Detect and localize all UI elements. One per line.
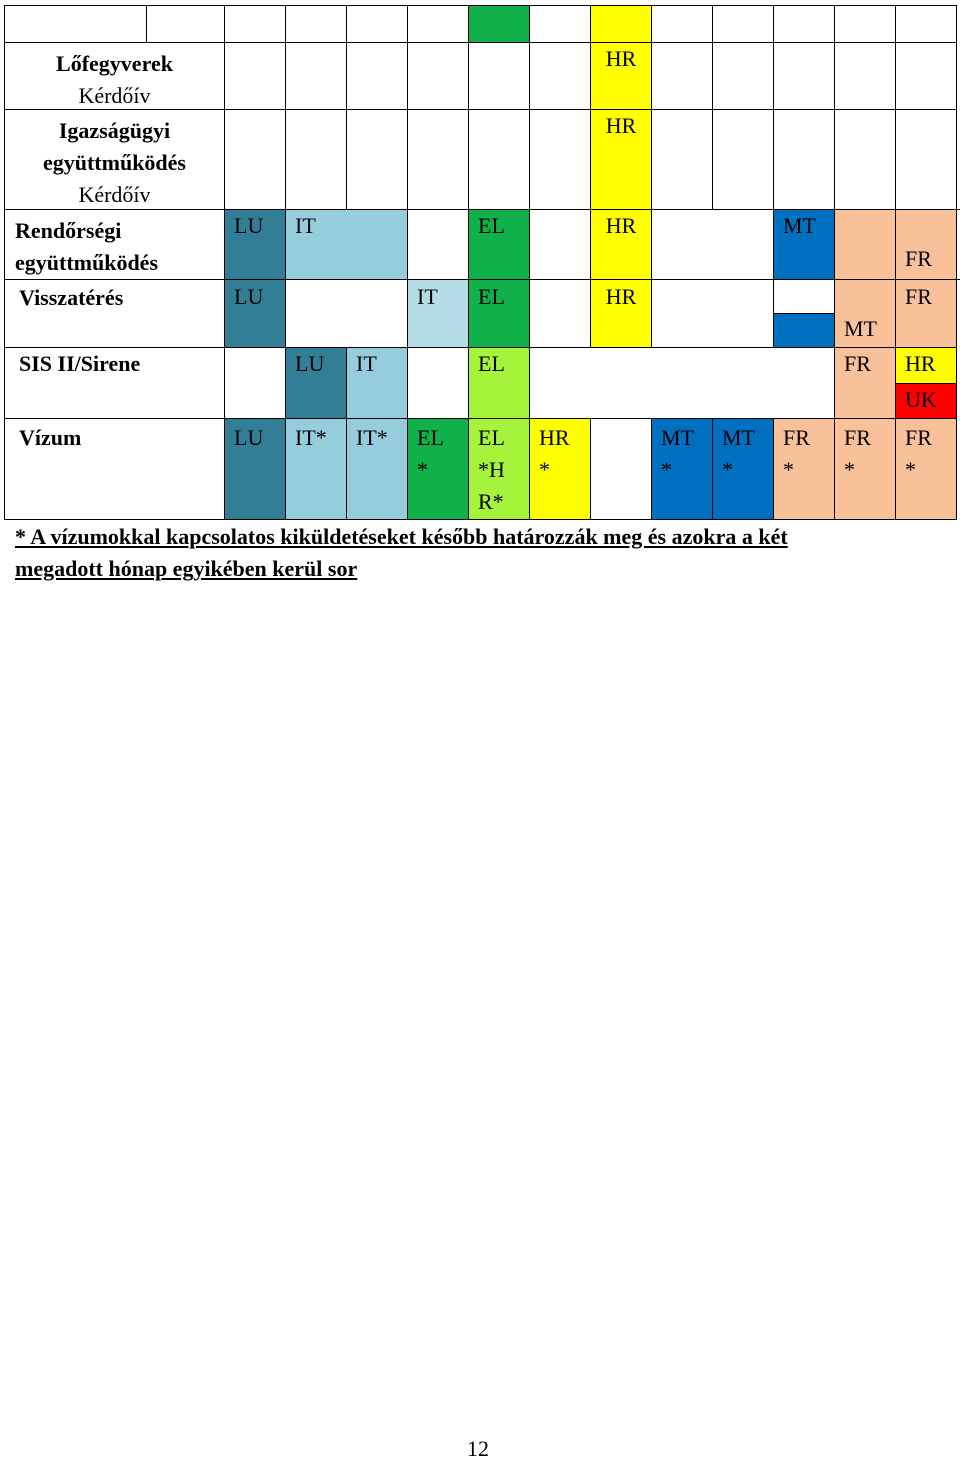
r3-empty-cell-b xyxy=(529,209,591,280)
r6-cell-4-text-2: * xyxy=(417,457,428,482)
row-label-vizum xyxy=(4,418,225,520)
r2-cell-10 xyxy=(773,109,835,210)
r4-it-cell xyxy=(407,279,469,348)
footnote xyxy=(15,521,915,585)
r6-cell-3-text: IT* xyxy=(356,425,388,450)
header-cell-a xyxy=(4,5,147,43)
page-number: 12 xyxy=(467,1436,489,1461)
r1-cell-8 xyxy=(651,42,713,110)
r3-fr-cell-text: FR xyxy=(905,246,932,271)
r5-lu-cell-text: LU xyxy=(295,351,325,376)
r2-cell-3 xyxy=(346,109,408,210)
r2-hr-cell xyxy=(590,109,652,210)
r6-cell-1 xyxy=(224,418,286,520)
r4-it-cell-text: IT xyxy=(417,284,438,309)
r6-cell-6 xyxy=(529,418,591,520)
r5-empty-cell-c xyxy=(529,347,835,419)
header-cell-6 xyxy=(529,5,591,43)
r5-uk-cell xyxy=(895,383,957,419)
r1-cell-1 xyxy=(224,42,286,110)
r6-cell-1-text: LU xyxy=(234,425,264,450)
r3-mt-cell xyxy=(773,209,835,280)
r5-fr-cell xyxy=(834,347,896,419)
r6-cell-5 xyxy=(468,418,530,520)
r1-cell-2 xyxy=(285,42,347,110)
r3-el-cell xyxy=(468,209,530,280)
row-label-lofegyverek-text-2: Kérdőív xyxy=(78,83,151,108)
r6-cell-3 xyxy=(346,418,408,520)
r2-cell-6 xyxy=(529,109,591,210)
r4-mt-cell xyxy=(834,279,896,348)
header-cell-2 xyxy=(285,5,347,43)
r2-cell-2 xyxy=(285,109,347,210)
r6-cell-5-text-3: R* xyxy=(478,489,504,514)
row-label-rendorsegi-text-2: együttműködés xyxy=(15,250,159,275)
r4-hr-cell xyxy=(590,279,652,348)
r3-fr-cell xyxy=(895,209,957,280)
r6-cell-fr2-text-2: * xyxy=(905,457,916,482)
row-label-igazsagugyi-text-3: Kérdőív xyxy=(78,182,151,207)
r2-cell-12 xyxy=(895,109,957,210)
r6-cell-7 xyxy=(590,418,652,520)
r4-empty-cell-b xyxy=(529,279,591,348)
row-label-visszateres xyxy=(4,279,225,348)
r5-empty-cell-b xyxy=(407,347,469,419)
row-label-rendorsegi-text-1: Rendőrségi xyxy=(15,218,122,243)
r6-cell-11-text-1: FR xyxy=(844,425,871,450)
r1-cell-10 xyxy=(773,42,835,110)
r1-cell-9 xyxy=(712,42,774,110)
row-label-lofegyverek-text-1: Lőfegyverek xyxy=(56,51,173,76)
r1-cell-11 xyxy=(834,42,896,110)
header-cell-11 xyxy=(834,5,896,43)
header-cell-12 xyxy=(895,5,957,43)
r6-cell-2-text: IT* xyxy=(295,425,327,450)
r2-cell-11 xyxy=(834,109,896,210)
row-label-igazsagugyi-text-1: Igazságügyi xyxy=(58,118,171,143)
r6-cell-10-text-1: FR xyxy=(783,425,810,450)
row-label-vizum-text: Vízum xyxy=(19,425,82,450)
r5-it-cell xyxy=(346,347,408,419)
r4-el-cell xyxy=(468,279,530,348)
r6-cell-8-text-2: * xyxy=(661,457,672,482)
header-cell-5 xyxy=(468,5,530,43)
r3-it-cell xyxy=(285,209,408,280)
row-label-sis-sirene xyxy=(4,347,225,419)
r1-cell-12 xyxy=(895,42,957,110)
footnote-line-2: megadott hónap egyikében kerül sor xyxy=(15,556,358,581)
row-label-visszateres-text: Visszatérés xyxy=(19,285,124,310)
header-cell-b xyxy=(146,5,225,43)
r4-empty-cell-a xyxy=(285,279,408,348)
r3-it-cell-text: IT xyxy=(295,213,316,238)
r2-hr-cell-text: HR xyxy=(605,113,637,138)
header-cell-3 xyxy=(346,5,408,43)
r4-fr-cell xyxy=(895,279,957,348)
header-cell-7 xyxy=(590,5,652,43)
r5-el-cell-text: EL xyxy=(478,351,505,376)
r1-hr-cell-text: HR xyxy=(605,46,637,71)
r6-cell-2 xyxy=(285,418,347,520)
r2-cell-1 xyxy=(224,109,286,210)
r5-fr-cell-text: FR xyxy=(844,351,871,376)
r6-cell-4 xyxy=(407,418,469,520)
r4-empty-cell-c xyxy=(651,279,774,348)
r3-mt-cell-text: MT xyxy=(783,213,816,238)
r3-empty-cell-a xyxy=(407,209,469,280)
r6-cell-9-text-1: MT xyxy=(722,425,755,450)
header-cell-4 xyxy=(407,5,469,43)
r6-cell-6-text-1: HR xyxy=(539,425,570,450)
r6-cell-8-text-1: MT xyxy=(661,425,694,450)
r5-it-cell-text: IT xyxy=(356,351,377,376)
r6-cell-9-text-2: * xyxy=(722,457,733,482)
r2-cell-9 xyxy=(712,109,774,210)
r5-lu-cell xyxy=(285,347,347,419)
r4-lu-cell-text: LU xyxy=(234,284,264,309)
r6-cell-8 xyxy=(651,418,713,520)
r4-hr-cell-text: HR xyxy=(605,284,637,309)
r3-el-cell-text: EL xyxy=(478,213,505,238)
r2-cell-4 xyxy=(407,109,469,210)
r3-hr-cell-text: HR xyxy=(605,213,637,238)
r5-empty-cell-a xyxy=(224,347,286,419)
r4-lu-cell xyxy=(224,279,286,348)
r6-cell-11-text-2: * xyxy=(844,457,855,482)
header-cell-10 xyxy=(773,5,835,43)
r5-uk-cell-text: UK xyxy=(905,387,937,412)
r6-cell-4-text-1: EL xyxy=(417,425,444,450)
r6-cell-10-text-2: * xyxy=(783,457,794,482)
row-label-lofegyverek xyxy=(4,42,225,110)
r6-cell-9 xyxy=(712,418,774,520)
row-label-rendorsegi xyxy=(4,209,225,280)
r5-el-cell xyxy=(468,347,530,419)
footnote-line-1: * A vízumokkal kapcsolatos kiküldetéseket később határozzák meg és azokra a két xyxy=(15,524,788,549)
r4-el-cell-text: EL xyxy=(478,284,505,309)
r4-mt-cell-text: MT xyxy=(844,316,877,341)
r4-fr-cell-text: FR xyxy=(905,284,932,309)
r1-cell-3 xyxy=(346,42,408,110)
r6-cell-5-text-1: EL xyxy=(478,425,505,450)
r3-empty-cell-c xyxy=(651,209,774,280)
row-label-igazsagugyi-text-2: együttműködés xyxy=(42,150,186,175)
r1-cell-4 xyxy=(407,42,469,110)
r6-cell-5-text-2: *H xyxy=(478,457,505,482)
header-cell-1 xyxy=(224,5,286,43)
r3-lu-cell-text: LU xyxy=(234,213,264,238)
r6-cell-6-text-2: * xyxy=(539,457,550,482)
r6-cell-fr2 xyxy=(895,418,957,520)
r2-cell-8 xyxy=(651,109,713,210)
r1-hr-cell xyxy=(590,42,652,110)
r1-cell-5 xyxy=(468,42,530,110)
r6-cell-10 xyxy=(773,418,835,520)
r3-lu-cell xyxy=(224,209,286,280)
r3-hr-cell xyxy=(590,209,652,280)
schedule-table xyxy=(0,0,960,524)
row-label-sis-sirene-text: SIS II/Sirene xyxy=(19,351,141,376)
r6-cell-fr2-text-1: FR xyxy=(905,425,932,450)
row-label-igazsagugyi xyxy=(4,109,225,210)
header-cell-9 xyxy=(712,5,774,43)
r6-cell-11 xyxy=(834,418,896,520)
r4-mt-block xyxy=(773,313,835,348)
r2-cell-5 xyxy=(468,109,530,210)
r1-cell-6 xyxy=(529,42,591,110)
r5-hr-cell-text: HR xyxy=(905,351,936,376)
header-cell-8 xyxy=(651,5,713,43)
